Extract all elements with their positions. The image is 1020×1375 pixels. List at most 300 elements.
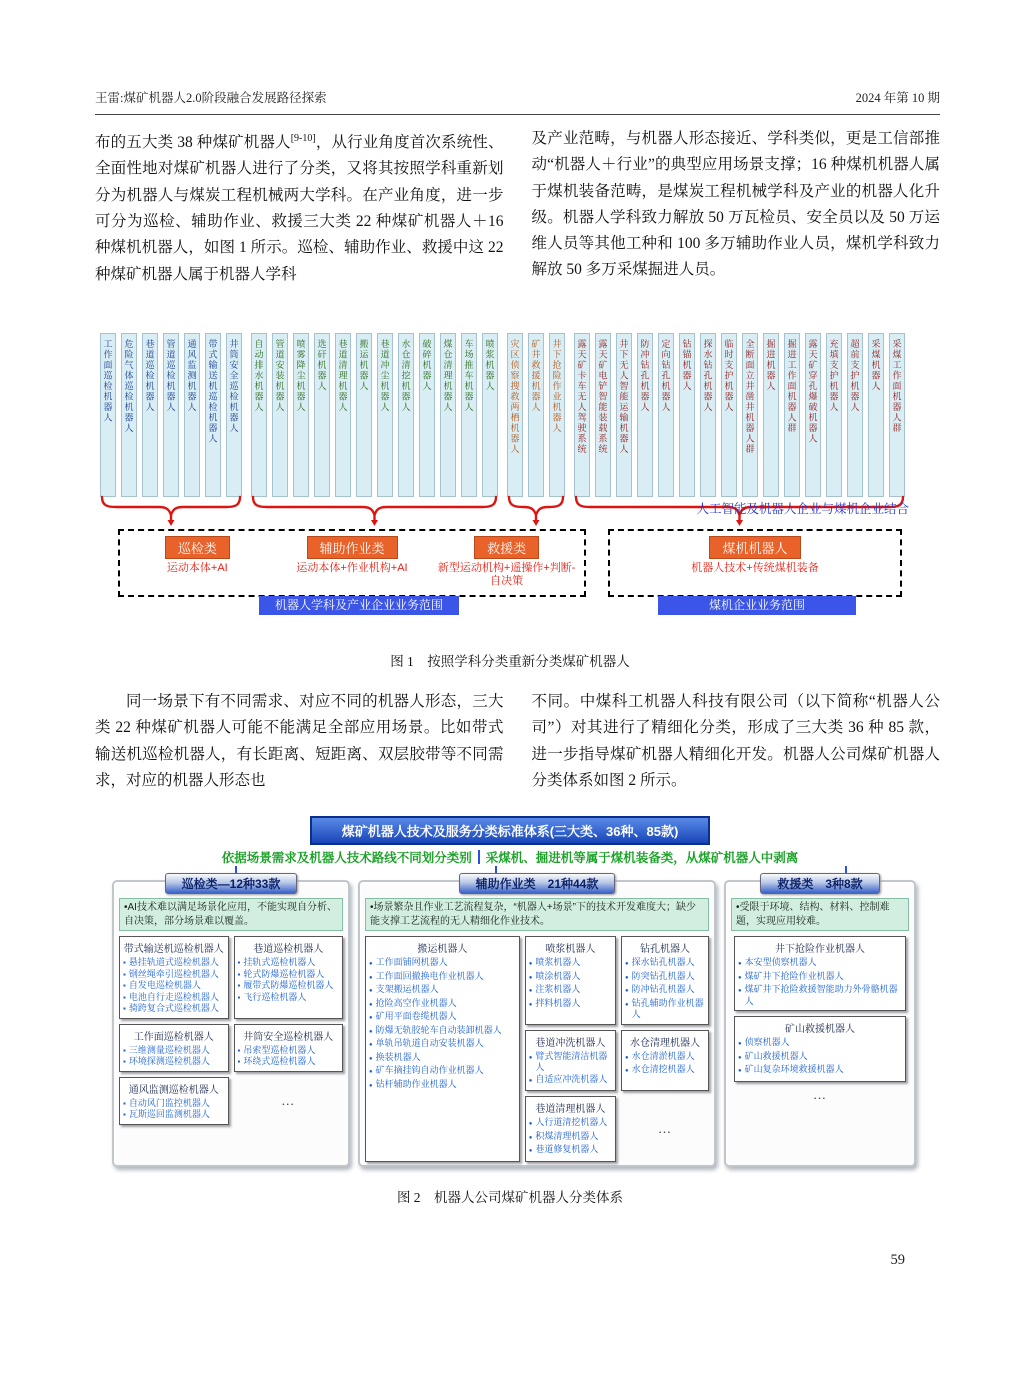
fig1-group-auxiliary [251, 333, 498, 497]
paragraph-2-left: 同一场景下有不同需求、对应不同的机器人形态，三大类 22 种煤矿机器人可能不能满足全部应用场景。比如带式输送机巡检机器人，有长距离、短距离、双层胶带等不同需求，对应的机器人形态也 [95, 693, 504, 789]
fig1-robot-slat [721, 333, 737, 497]
page-number: 59 [890, 1252, 905, 1268]
fig2-item-label: 自适应冲洗机器人 [535, 1073, 608, 1084]
fig2-panel-aux [358, 877, 716, 1167]
bullet-icon [238, 992, 241, 1004]
fig2-subbox-item [369, 957, 516, 971]
bullet-icon [738, 1051, 742, 1065]
fig1-robot-label: 超前支护机器人 [849, 339, 860, 413]
fig2-item-label: 支架搬运机器人 [375, 984, 439, 994]
fig2-subbox-item [625, 998, 705, 1021]
fig2-subbox-item [529, 1051, 612, 1074]
fig2-subbox [734, 936, 906, 1011]
fig1-category-0 [120, 536, 275, 588]
bullet-icon [369, 1079, 373, 1093]
bullet-icon [625, 984, 629, 998]
fig1-category-desc: 运动本体+AI [166, 562, 228, 574]
fig1-robot-slat [637, 333, 653, 497]
fig1-group-coal-machine [574, 333, 905, 497]
fig2-subbox-item [529, 1131, 612, 1145]
fig1-brace-icon [507, 495, 565, 528]
fig1-dashed-box-coal [608, 529, 902, 597]
bullet-icon [738, 1037, 742, 1051]
fig2-panel-title: 救援类 3种8款 [760, 873, 879, 894]
fig1-robot-label: 喷雾降尘机器人 [295, 339, 306, 413]
fig2-item-label: 钻孔辅助作业机器人 [631, 997, 704, 1019]
body-text: ，从行业角度首次系统性、全面性地对煤矿机器人进行了分类，又将其按照学科重新划分为机器人与煤炭工程机械两大学科。在产业角度，进一步可分为巡检、辅助作业、救援三大类 22 种煤矿机器人＋16 种煤机机器人，如图 1 所示。巡检、辅助作业、救援中这 22 种煤矿机器人属于机器人学科 [95, 134, 504, 283]
fig2-subbox-item [123, 1003, 225, 1015]
fig1-robot-slat [314, 333, 330, 497]
bullet-icon [529, 971, 533, 985]
bullet-icon [123, 1109, 126, 1121]
fig2-subbox-item [738, 1051, 902, 1065]
fig2-green-note [95, 848, 925, 866]
fig2-subbox [119, 936, 229, 1019]
fig2-subbox-title: 通风监测巡检机器人 [128, 1084, 219, 1096]
fig2-subbox-title: 井下抢险作业机器人 [775, 944, 865, 955]
fig2-subbox-item [625, 957, 705, 971]
fig2-subbox-item [738, 1037, 902, 1051]
bullet-icon [625, 1064, 629, 1078]
fig1-robot-slat [847, 333, 863, 497]
fig1-category-desc: 新型运动机构+遥操作+判断-自决策 [437, 562, 576, 587]
bullet-icon [369, 1052, 373, 1066]
fig2-item-label: 矿车摘挂钩自动作业机器人 [375, 1065, 484, 1075]
fig1-category-1 [275, 536, 430, 588]
fig1-robot-slat [700, 333, 716, 497]
fig2-item-label: 矿用平面卷缆机器人 [375, 1011, 457, 1021]
fig2-subbox-item [369, 1025, 516, 1039]
fig2-panel-grid [731, 936, 909, 1103]
fig1-robot-label: 井下无人智能运输机器人 [618, 339, 629, 455]
bullet-icon [529, 1074, 533, 1088]
fig2-item-label: 瓦斯巡回监测机器人 [128, 1109, 210, 1119]
figure2-caption: 图 2 机器人公司煤矿机器人分类体系 [396, 1190, 624, 1205]
fig2-subbox-item [123, 1045, 225, 1057]
fig2-subbox-item [238, 969, 340, 981]
paragraph-1-left [95, 126, 504, 288]
fig1-category-2 [429, 536, 584, 588]
fig2-item-label: 人行道清挖机器人 [535, 1117, 608, 1127]
fig2-subbox-title: 水仓清理机器人 [629, 1037, 700, 1049]
fig2-subbox-item [529, 1144, 612, 1158]
issue-info: 2024 年第 10 期 [855, 91, 940, 105]
fig1-robot-label: 防冲钻孔机器人 [639, 339, 650, 413]
fig2-item-label: 喷涂机器人 [535, 970, 581, 981]
fig1-robot-slat [507, 333, 523, 497]
fig2-item-label: 轮式防爆巡检机器人 [243, 968, 325, 979]
bullet-icon [529, 1117, 533, 1131]
fig2-item-label: 工作面铺网机器人 [375, 957, 448, 967]
fig1-robot-label: 露天矿穿孔爆破机器人 [807, 339, 818, 444]
bullet-icon [123, 1098, 126, 1110]
fig2-subbox-item [529, 1117, 612, 1131]
fig1-robot-slat [616, 333, 632, 497]
fig1-robot-slat [658, 333, 674, 497]
fig1-robot-label: 矿井救援机器人 [530, 339, 541, 413]
fig2-subbox [119, 1077, 229, 1125]
fig2-subbox-title: 巷道冲洗机器人 [535, 1037, 606, 1049]
fig2-subbox-title: 井筒安全巡检机器人 [243, 1031, 334, 1043]
fig2-subbox [525, 1096, 616, 1162]
bullet-icon [369, 1065, 373, 1079]
fig2-item-label: 换装机器人 [375, 1051, 421, 1062]
fig2-subbox-item [123, 980, 225, 992]
fig2-panel-note: •场景繁杂且作业工艺流程复杂，“机器人+场景”下的技术开发难度大；缺少能支撑工艺流程的无人精细化作业技术。 [365, 898, 709, 931]
fig1-robot-label: 露天矿电铲智能装载系统 [597, 339, 608, 455]
fig1-robot-slat [574, 333, 590, 497]
fig2-ellipsis: … [281, 1092, 296, 1108]
fig1-robot-label: 采煤机器人 [870, 339, 881, 392]
bullet-icon [738, 971, 742, 985]
figure1-diagram [100, 333, 915, 633]
fig2-item-label: 三维测量巡检机器人 [128, 1044, 210, 1055]
fig1-robot-slat [335, 333, 351, 497]
fig1-robot-label: 选矸机器人 [316, 339, 327, 392]
fig2-panel-note: •受限于环境、结构、材料、控制难题，实现应用较难。 [731, 898, 909, 931]
fig2-item-label: 侦察机器人 [744, 1037, 790, 1047]
fig2-subbox-item [369, 1065, 516, 1079]
fig2-subbox-item [123, 992, 225, 1004]
fig2-subbox-item [123, 1056, 225, 1068]
bullet-icon [123, 957, 126, 969]
fig1-robot-slat [251, 333, 267, 497]
fig2-item-label: 防冲钻孔机器人 [631, 984, 695, 994]
fig2-subbox [621, 1030, 709, 1092]
fig1-robot-label: 喷浆机器人 [484, 339, 495, 392]
fig1-robot-label: 搬运机器人 [358, 339, 369, 392]
fig2-panel-inspection [112, 877, 350, 1167]
fig2-note-right: 采煤机、掘进机等属于煤机装备类，从煤矿机器人中剥离 [485, 851, 799, 865]
fig2-panel-rescue [724, 877, 916, 1167]
fig2-item-label: 巷道修复机器人 [535, 1144, 599, 1154]
fig2-item-label: 悬挂轨道式巡检机器人 [128, 957, 219, 967]
fig2-subbox-item [738, 971, 902, 985]
fig1-robot-slat [868, 333, 884, 497]
bullet-icon [738, 984, 742, 998]
fig2-item-label: 履带式防爆巡检机器人 [243, 980, 334, 990]
fig1-category-3 [610, 536, 900, 588]
fig2-item-label: 矿山复杂环境救援机器人 [744, 1064, 844, 1074]
bullet-icon [123, 1045, 126, 1057]
fig2-item-label: 抢险高空作业机器人 [375, 997, 457, 1008]
fig1-robot-label: 巷道冲尘机器人 [379, 339, 390, 413]
fig2-item-label: 钢丝绳牵引巡检机器人 [128, 968, 219, 979]
fig2-subbox [234, 1024, 344, 1072]
fig2-panels [112, 877, 925, 1167]
paragraph-block-2 [95, 689, 940, 794]
fig1-robot-slat [595, 333, 611, 497]
fig1-robot-label: 破碎机器人 [421, 339, 432, 392]
fig2-subbox [525, 1030, 616, 1092]
fig1-robot-label: 自动排水机器人 [253, 339, 264, 413]
fig2-item-label: 探水钻孔机器人 [631, 957, 695, 967]
fig2-panel-grid [119, 936, 343, 1125]
fig2-item-label: 拌料机器人 [535, 997, 581, 1008]
fig1-robot-slat [272, 333, 288, 497]
paragraph-block-1 [95, 126, 940, 288]
fig1-category-chip: 煤机机器人 [709, 536, 800, 559]
fig1-robot-label: 管道巡检机器人 [165, 339, 176, 413]
fig1-ai-note: 人工智能及机器人企业与煤机企业结合 [696, 502, 909, 516]
fig2-subbox-item [529, 957, 612, 971]
bullet-icon [123, 980, 126, 992]
bullet-icon [369, 1011, 373, 1025]
fig1-robot-label: 定向钻孔机器人 [660, 339, 671, 413]
fig1-robot-label: 水仓清挖机器人 [400, 339, 411, 413]
fig1-robot-slat [377, 333, 393, 497]
citation-marker: [9-10] [290, 133, 316, 144]
fig1-slats [100, 333, 915, 497]
fig1-robot-label: 井下抢险作业机器人 [551, 339, 562, 434]
fig1-robot-label: 采煤工作面机器人群 [891, 339, 902, 434]
fig2-item-label: 喷浆机器人 [535, 957, 581, 967]
bullet-icon [123, 1003, 126, 1015]
fig1-robot-slat [549, 333, 565, 497]
fig2-subbox-title: 搬运机器人 [417, 944, 468, 955]
fig2-item-label: 飞行巡检机器人 [243, 991, 307, 1002]
fig1-robot-label: 露天矿卡车无人驾驶系统 [576, 339, 587, 455]
body-text: 布的五大类 38 种煤矿机器人 [95, 134, 291, 152]
bullet-icon [369, 1038, 373, 1052]
fig1-robot-slat [528, 333, 544, 497]
fig2-item-label: 自发电巡检机器人 [128, 980, 201, 990]
fig2-subbox [525, 936, 616, 1025]
bullet-icon [738, 957, 742, 971]
bullet-icon [529, 1144, 533, 1158]
fig2-subbox-item [123, 957, 225, 969]
fig2-item-label: 环境探测巡检机器人 [128, 1056, 210, 1066]
fig2-panel-note: •AI技术难以满足场景化应用，不能实现自分析、自决策，部分场景难以覆盖。 [119, 898, 343, 931]
fig1-robot-slat [205, 333, 221, 497]
fig1-robot-label: 车场推车机器人 [463, 339, 474, 413]
fig2-subbox-item [738, 957, 902, 971]
bullet-icon [238, 969, 241, 981]
fig2-subbox-title: 带式输送机巡检机器人 [123, 944, 224, 955]
fig2-subbox-item [238, 980, 340, 992]
fig2-subbox-item [529, 998, 612, 1012]
fig2-subbox-item [238, 1045, 340, 1057]
fig1-category-desc: 运动本体+作业机构+AI [296, 562, 408, 574]
fig2-subbox-item [238, 1056, 340, 1068]
fig1-robot-label: 煤仓清理机器人 [442, 339, 453, 413]
fig2-subbox-item [369, 1011, 516, 1025]
bullet-icon [529, 1051, 533, 1065]
fig1-robot-label: 工作面巡检机器人 [102, 339, 113, 423]
fig1-scope-coal: 煤机企业业务范围 [658, 596, 856, 615]
fig1-robot-slat [100, 333, 116, 497]
fig2-item-label: 水仓清淤机器人 [631, 1050, 695, 1061]
fig1-robot-label: 掘进机器人 [765, 339, 776, 392]
fig1-robot-label: 带式输送机巡检机器人 [207, 339, 218, 444]
fig1-robot-slat [226, 333, 242, 497]
fig1-category-chip: 救援类 [474, 536, 539, 559]
fig1-robot-label: 通风监测机器人 [186, 339, 197, 413]
bullet-icon [369, 998, 373, 1012]
fig2-subbox-title: 矿山救援机器人 [785, 1024, 855, 1035]
fig1-robot-label: 管道安装机器人 [274, 339, 285, 413]
fig1-brace-icon [251, 495, 498, 528]
running-title: 王雷:煤矿机器人2.0阶段融合发展路径探索 [95, 91, 327, 105]
fig1-robot-label: 巷道清理机器人 [337, 339, 348, 413]
fig2-item-label: 电池自行走巡检机器人 [128, 991, 219, 1002]
fig2-item-label: 挂轨式巡检机器人 [243, 957, 316, 967]
fig2-subbox-item [529, 1074, 612, 1088]
bullet-icon [369, 1025, 373, 1039]
fig2-ellipsis: … [657, 1120, 672, 1136]
fig1-robot-label: 危险气体巡检机器人 [123, 339, 134, 434]
fig2-subbox-item [625, 1064, 705, 1078]
bullet-icon [738, 1064, 742, 1078]
fig1-robot-slat [419, 333, 435, 497]
fig2-item-label: 注浆机器人 [535, 984, 581, 994]
fig1-robot-slat [742, 333, 758, 497]
fig2-subbox-item [369, 998, 516, 1012]
fig2-item-label: 防突钻孔机器人 [631, 970, 695, 981]
fig1-robot-slat [482, 333, 498, 497]
fig2-banner: 煤矿机器人技术及服务分类标准体系(三大类、36种、85款) [310, 816, 710, 845]
fig1-robot-label: 钻锚机器人 [681, 339, 692, 392]
paragraph-2-right: 不同。中煤科工机器人科技有限公司（以下简称“机器人公司”）对其进行了精细化分类，形成了三大类 36 种 85 款，进一步指导煤矿机器人精细化开发。机器人公司煤矿机器人分类体系如图 2 所示。 [531, 693, 940, 789]
fig1-robot-slat [398, 333, 414, 497]
fig2-note-left: 依据场景需求及机器人技术路线不同划分类别 [221, 851, 472, 865]
bullet-icon [238, 957, 241, 969]
fig1-robot-slat [142, 333, 158, 497]
fig1-robot-slat [163, 333, 179, 497]
bullet-icon [625, 998, 629, 1012]
fig1-robot-slat [121, 333, 137, 497]
fig1-robot-slat [184, 333, 200, 497]
fig2-item-label: 矿山救援机器人 [744, 1050, 808, 1061]
fig2-item-label: 水仓清挖机器人 [631, 1064, 695, 1074]
fig2-subbox-item [238, 957, 340, 969]
fig2-subbox-item [123, 1109, 225, 1121]
fig1-category-desc: 机器人技术+传统煤机装备 [691, 562, 819, 574]
bullet-icon [529, 984, 533, 998]
fig2-subbox-title: 钻孔机器人 [639, 944, 690, 955]
fig1-robot-slat [440, 333, 456, 497]
fig2-subbox-item [625, 984, 705, 998]
page-header [95, 88, 940, 115]
fig1-robot-label: 临时支护机器人 [723, 339, 734, 413]
bullet-icon [123, 1056, 126, 1068]
bullet-icon [625, 1051, 629, 1065]
figure2-diagram [95, 816, 925, 1167]
bullet-icon [529, 1131, 533, 1145]
fig2-subbox [234, 936, 344, 1019]
fig2-subbox-item [738, 1064, 902, 1078]
bullet-icon [625, 971, 629, 985]
fig2-subbox [365, 936, 520, 1162]
bullet-icon [238, 980, 241, 992]
fig2-subbox-title: 工作面巡检机器人 [133, 1031, 214, 1043]
figure1-caption: 图 1 按照学科分类重新分类煤矿机器人 [390, 654, 630, 669]
fig1-category-row [118, 529, 902, 597]
fig1-robot-slat [784, 333, 800, 497]
fig1-category-chip: 巡检类 [165, 536, 230, 559]
bullet-icon [369, 971, 373, 985]
fig2-subbox [621, 936, 709, 1025]
fig1-robot-slat [763, 333, 779, 497]
fig1-robot-slat [293, 333, 309, 497]
fig1-robot-label: 井筒安全巡检机器人 [228, 339, 239, 434]
fig2-subbox-item [529, 971, 612, 985]
bullet-icon [529, 998, 533, 1012]
bullet-icon [123, 969, 126, 981]
paragraph-1-right: 及产业范畴，与机器人形态接近、学科类似，更是工信部推动“机器人＋行业”的典型应用场景支撑；16 种煤机机器人属于煤机装备范畴，是煤炭工程机械学科及产业的机器人化升级。机器人学科致力解放 50 万瓦检员、安全员以及 50 万运维人员等其他工种和 100 多万辅助作业人员，煤机学科致力解放 50 多万采煤掘进人员。 [531, 130, 940, 279]
bullet-icon [529, 957, 533, 971]
fig2-item-label: 钻杆辅助作业机器人 [375, 1078, 457, 1089]
fig2-subbox [119, 1024, 229, 1072]
fig2-item-label: 防爆无轨胶轮车自动装卸机器人 [375, 1024, 502, 1035]
fig2-item-label: 煤矿井下抢险作业机器人 [744, 970, 844, 981]
fig2-subbox-item [369, 1052, 516, 1066]
fig1-robot-label: 全断面立井凿井机器人群 [744, 339, 755, 455]
fig1-robot-slat [461, 333, 477, 497]
fig1-robot-slat [889, 333, 905, 497]
fig1-robot-slat [826, 333, 842, 497]
fig2-subbox-item [369, 984, 516, 998]
fig2-subbox-item [369, 1079, 516, 1093]
fig1-brace-icon [100, 495, 242, 528]
bullet-icon [123, 992, 126, 1004]
fig1-robot-slat [679, 333, 695, 497]
fig1-group-rescue [507, 333, 565, 497]
fig2-subbox-item [529, 984, 612, 998]
fig2-subbox-item [625, 1051, 705, 1065]
fig2-subbox-item [123, 1098, 225, 1110]
fig1-dashed-box-robot [118, 529, 586, 597]
bullet-icon [238, 1045, 241, 1057]
fig1-robot-label: 探水钻孔机器人 [702, 339, 713, 413]
fig1-category-chip: 辅助作业类 [307, 536, 398, 559]
fig1-robot-label: 巷道巡检机器人 [144, 339, 155, 413]
fig2-item-label: 煤矿井下抢险救援智能助力外骨骼机器人 [744, 984, 898, 1006]
fig2-subbox-item [625, 971, 705, 985]
fig1-robot-slat [356, 333, 372, 497]
fig2-item-label: 本安型侦察机器人 [744, 957, 817, 967]
fig1-group-inspection [100, 333, 242, 497]
bullet-icon [238, 1056, 241, 1068]
fig1-robot-label: 灾区侦察搜救两栖机器人 [509, 339, 520, 455]
fig1-robot-label: 掘进工作面机器人群 [786, 339, 797, 434]
fig2-item-label: 吊索型巡检机器人 [243, 1044, 316, 1055]
fig1-robot-slat [805, 333, 821, 497]
bullet-icon [369, 957, 373, 971]
fig2-item-label: 骑跨复合式巡检机器人 [128, 1003, 219, 1013]
fig2-subbox [734, 1016, 906, 1082]
fig2-item-label: 积煤清理机器人 [535, 1130, 599, 1141]
fig2-subbox-item [369, 971, 516, 985]
fig2-ellipsis: … [813, 1086, 827, 1102]
fig2-item-label: 环绕式巡检机器人 [243, 1056, 316, 1066]
fig2-subbox-title: 喷浆机器人 [545, 944, 596, 955]
fig2-item-label: 自动风门监控机器人 [128, 1097, 210, 1108]
fig2-item-label: 单轨吊轨道自动安装机器人 [375, 1038, 484, 1048]
bullet-icon [369, 984, 373, 998]
fig2-subbox-item [369, 1038, 516, 1052]
fig2-subbox-title: 巷道清理机器人 [535, 1104, 606, 1115]
fig2-subbox-item [238, 992, 340, 1004]
divider [478, 850, 480, 864]
fig2-subbox-title: 巷道巡检机器人 [253, 944, 324, 955]
fig2-panel-title: 巡检类—12种33款 [165, 873, 298, 894]
fig2-subbox-item [738, 984, 902, 1007]
fig2-item-label: 臂式智能清洁机器人 [535, 1050, 608, 1072]
fig2-item-label: 工作面回撤换电作业机器人 [375, 970, 484, 981]
fig2-panel-grid [365, 936, 709, 1162]
fig1-robot-label: 充填支护机器人 [828, 339, 839, 413]
